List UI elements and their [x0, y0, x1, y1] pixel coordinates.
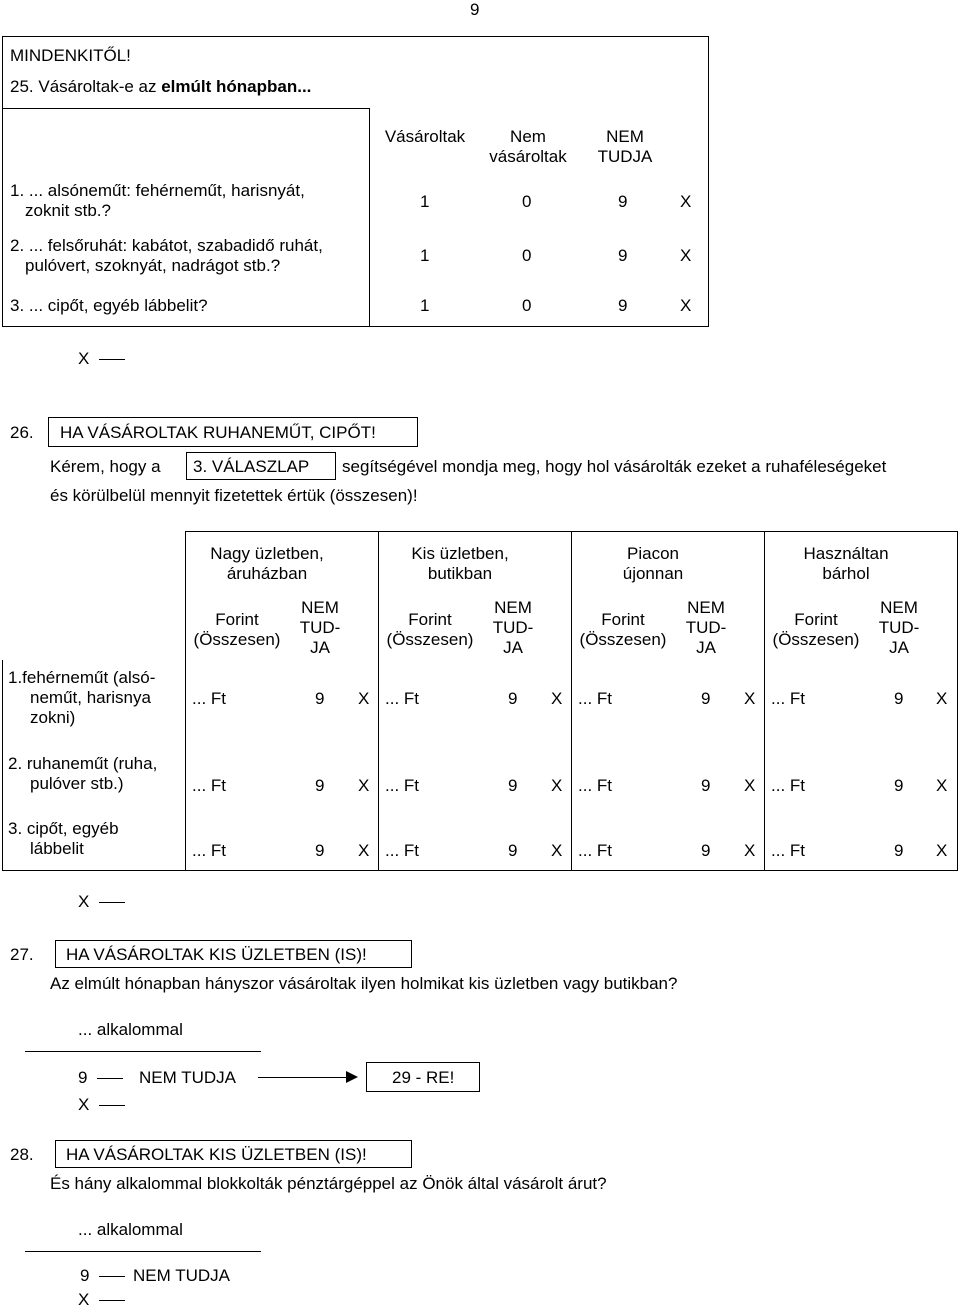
q26-g3-forint-header: Forint (Összesen) — [579, 610, 667, 649]
q26-r2-g1-ft[interactable]: ... Ft — [192, 776, 226, 795]
q25-row-3-code-1[interactable]: 1 — [420, 296, 430, 315]
q26-r3-g4-ft[interactable]: ... Ft — [771, 841, 805, 860]
q26-number: 26. — [10, 423, 34, 442]
q28-answer[interactable]: ... alkalommal — [78, 1220, 183, 1239]
q26-col-right-border — [957, 531, 958, 871]
q25-row-3-code-0[interactable]: 0 — [522, 296, 532, 315]
q26-r2-g1-9[interactable]: 9 — [315, 776, 325, 795]
q26-r1-g4-ft[interactable]: ... Ft — [771, 689, 805, 708]
q25-top-rule — [2, 108, 370, 109]
q26-row-1-label: 1.fehérneműt (alsó- neműt, harisnya zokni) — [8, 668, 156, 727]
q26-r1-g1-x[interactable]: X — [358, 689, 370, 708]
q25-text-bold: elmúlt hónapban... — [161, 77, 312, 96]
q26-r2-g1-x[interactable]: X — [358, 776, 370, 795]
q27-answer-line — [25, 1051, 261, 1052]
q26-skip: X — [78, 892, 125, 912]
q25-row-1-code-x[interactable]: X — [680, 192, 692, 211]
q25-question — [10, 77, 311, 97]
q26-r1-g1-ft[interactable]: ... Ft — [192, 689, 226, 708]
q28-condition: HA VÁSÁROLTAK KIS ÜZLETBEN (IS)! — [66, 1145, 367, 1164]
q26-r3-g3-x[interactable]: X — [744, 841, 756, 860]
q26-text-line2: és körülbelül mennyit fizetettek értük (összesen)! — [50, 486, 418, 505]
q26-r2-g4-9[interactable]: 9 — [894, 776, 904, 795]
q26-g1-forint-header: Forint (Összesen) — [193, 610, 281, 649]
q25-row-1-label: 1. ... alsóneműt: fehérneműt, harisnyát, zoknit stb.? — [10, 181, 305, 220]
q27-goto: 29 - RE! — [392, 1068, 455, 1087]
q26-r2-g2-x[interactable]: X — [551, 776, 563, 795]
q26-group-2-header: Kis üzletben, butikban — [411, 544, 509, 583]
q26-r2-g2-ft[interactable]: ... Ft — [385, 776, 419, 795]
q25-col-nem-tudja: NEM TUDJA — [597, 127, 653, 166]
q28-code-9[interactable]: 9 — [80, 1266, 125, 1286]
q27-answer[interactable]: ... alkalommal — [78, 1020, 183, 1039]
q26-grid-bottom — [2, 870, 958, 871]
q26-r2-g3-x[interactable]: X — [744, 776, 756, 795]
q26-r3-g1-9[interactable]: 9 — [315, 841, 325, 860]
q26-group-4-header: Használtan bárhol — [803, 544, 889, 583]
q25-col-nem-vasaroltak: Nem vásároltak — [489, 127, 567, 166]
q27-arrow-icon — [346, 1071, 358, 1083]
q26-r1-g2-9[interactable]: 9 — [508, 689, 518, 708]
q25-number: 25. — [10, 77, 34, 96]
q26-r2-g2-9[interactable]: 9 — [508, 776, 518, 795]
q26-r3-g2-x[interactable]: X — [551, 841, 563, 860]
page-number: 9 — [470, 0, 480, 19]
q25-row-1-code-9[interactable]: 9 — [618, 192, 628, 211]
q26-r1-g1-9[interactable]: 9 — [315, 689, 325, 708]
q25-row-2-code-1[interactable]: 1 — [420, 246, 430, 265]
q27-condition: HA VÁSÁROLTAK KIS ÜZLETBEN (IS)! — [66, 945, 367, 964]
q27-code-9[interactable]: 9 — [78, 1068, 123, 1088]
q27-nemtudja: NEM TUDJA — [139, 1068, 236, 1087]
q26-r2-g3-ft[interactable]: ... Ft — [578, 776, 612, 795]
q27-question: Az elmúlt hónapban hányszor vásároltak ilyen holmikat kis üzletben vagy butikban? — [50, 974, 678, 993]
q25-prefix: MINDENKITŐL! — [10, 46, 131, 65]
q28-nemtudja: NEM TUDJA — [133, 1266, 230, 1285]
q25-row-2-code-x[interactable]: X — [680, 246, 692, 265]
q26-r3-g2-ft[interactable]: ... Ft — [385, 841, 419, 860]
q28-number: 28. — [10, 1145, 34, 1164]
q25-row-1-code-0[interactable]: 0 — [522, 192, 532, 211]
q26-r2-g4-ft[interactable]: ... Ft — [771, 776, 805, 795]
q26-r1-g2-x[interactable]: X — [551, 689, 563, 708]
q28-code-x[interactable]: X — [78, 1290, 125, 1310]
q25-row-2-code-9[interactable]: 9 — [618, 246, 628, 265]
q26-row-2-label: 2. ruhaneműt (ruha, pulóver stb.) — [8, 754, 158, 793]
q27-code-x[interactable]: X — [78, 1095, 125, 1115]
q26-r3-g2-9[interactable]: 9 — [508, 841, 518, 860]
q26-r3-g4-x[interactable]: X — [936, 841, 948, 860]
q25-row-1-code-1[interactable]: 1 — [420, 192, 430, 211]
q26-r1-g4-x[interactable]: X — [936, 689, 948, 708]
q25-row-3-code-9[interactable]: 9 — [618, 296, 628, 315]
q26-r3-g3-ft[interactable]: ... Ft — [578, 841, 612, 860]
q26-r1-g4-9[interactable]: 9 — [894, 689, 904, 708]
q26-r1-g2-ft[interactable]: ... Ft — [385, 689, 419, 708]
q26-g2-forint-header: Forint (Összesen) — [386, 610, 474, 649]
q28-answer-line — [25, 1251, 261, 1252]
q25-row-2-code-0[interactable]: 0 — [522, 246, 532, 265]
q26-text-after: segítségével mondja meg, hogy hol vásárolták ezeket a ruhaféleségeket — [342, 457, 887, 476]
q26-card: 3. VÁLASZLAP — [193, 457, 310, 476]
q27-arrow-line — [258, 1077, 346, 1078]
q26-text-before: Kérem, hogy a — [50, 457, 161, 476]
q25-skip: X — [78, 349, 125, 369]
q26-group-3-header: Piacon újonnan — [622, 544, 684, 583]
q25-row-3-label: 3. ... cipőt, egyéb lábbelit? — [10, 296, 208, 315]
q26-condition: HA VÁSÁROLTAK RUHANEMŰT, CIPŐT! — [60, 423, 376, 442]
q25-row-2-label: 2. ... felsőruhát: kabátot, szabadidő ruhát, pulóvert, szoknyát, nadrágot stb.? — [10, 236, 323, 275]
q28-question: És hány alkalommal blokkolták pénztárgéppel az Önök által vásárolt árut? — [50, 1174, 607, 1193]
q26-r3-g1-ft[interactable]: ... Ft — [192, 841, 226, 860]
q26-r3-g3-9[interactable]: 9 — [701, 841, 711, 860]
q25-text: Vásároltak-e az — [38, 77, 162, 96]
q26-r2-g3-9[interactable]: 9 — [701, 776, 711, 795]
q26-row-left-border — [2, 660, 3, 871]
q26-r3-g1-x[interactable]: X — [358, 841, 370, 860]
q26-g1-nemtud-header: NEM TUD- JA — [299, 598, 341, 657]
q26-row-3-label: 3. cipőt, egyéb lábbelit — [8, 819, 119, 858]
q26-r3-g4-9[interactable]: 9 — [894, 841, 904, 860]
q27-number: 27. — [10, 945, 34, 964]
q26-r1-g3-ft[interactable]: ... Ft — [578, 689, 612, 708]
q26-group-1-header: Nagy üzletben, áruházban — [210, 544, 324, 583]
q26-r1-g3-9[interactable]: 9 — [701, 689, 711, 708]
q25-row-3-code-x[interactable]: X — [680, 296, 692, 315]
q26-g3-nemtud-header: NEM TUD- JA — [685, 598, 727, 657]
q25-col-vasaroltak: Vásároltak — [384, 127, 466, 146]
q26-r2-g4-x[interactable]: X — [936, 776, 948, 795]
q26-g2-nemtud-header: NEM TUD- JA — [492, 598, 534, 657]
q25-divider — [369, 108, 370, 327]
q26-r1-g3-x[interactable]: X — [744, 689, 756, 708]
q26-g4-nemtud-header: NEM TUD- JA — [878, 598, 920, 657]
q26-g4-forint-header: Forint (Összesen) — [772, 610, 860, 649]
